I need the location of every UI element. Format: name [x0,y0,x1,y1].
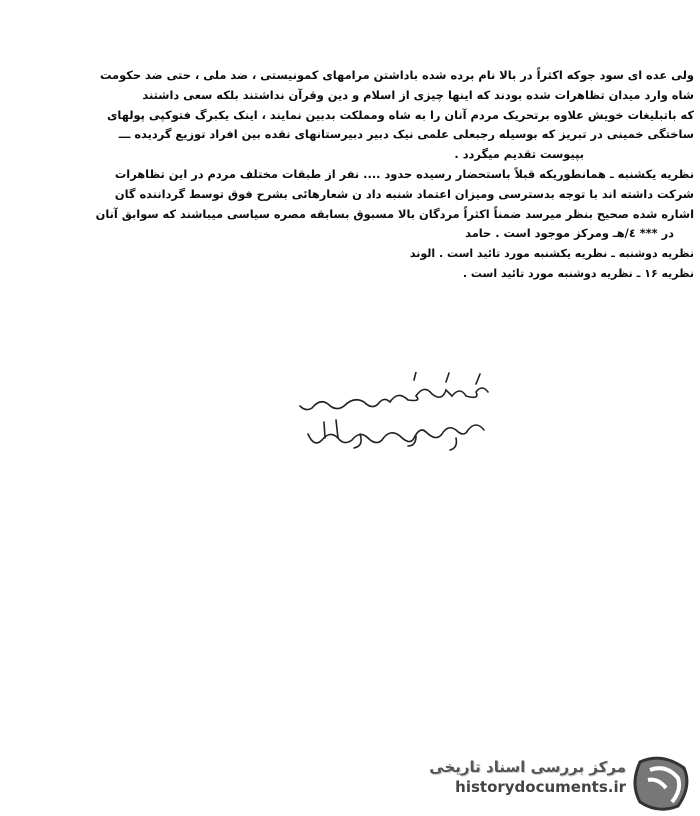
text-line: در *** ٤/هـ ومرکز موجود است . حامد [465,226,674,241]
text-line: ساختگی خمینی در تبریز که بوسیله رجبعلی علمی نیک دبیر دبیرستانهای نقده بین افراد توزیع گردیده ـــ [118,127,694,142]
watermark [408,752,698,812]
text-line: شاه وارد میدان تظاهرات شده بودند که اینها چیزی از اسلام و دین وقرآن نداشتند بلکه سعی داشتند [142,87,694,102]
watermark-url: historydocuments.ir [455,778,626,796]
text-line: نظریه دوشنبه ـ نظریه یکشنبه مورد تائید است . الوند [409,247,694,261]
text-line: نظریه یکشنبه ـ همانطوریکه قبلاً باستحضار رسیده حدود .... نفر از طبقات مختلف مردم در این تظاهرات [114,166,694,181]
text-line: ولی عده ای سود جوکه اکثراً در بالا نام برده شده باداشتن مرامهای کمونیستی ، ضد ملی ، حتی ضد حکومت [100,68,694,82]
text-line: شرکت داشته اند با توجه بدسترسی ومیزان اعتماد شنبه داد ن شعارهائی بشرح فوق توسط گرداننده گان [114,186,694,201]
handwritten-note-image [296,372,496,464]
text-line: که باتبلیغات خویش علاوه برتحریک مردم آنان را به شاه ومملکت بدبین نمایند ، اینک یکبرگ فتوکپی پولهای [106,107,694,122]
watermark-title: مرکز بررسی اسناد تاریخی [429,758,626,776]
text-line: اشاره شده صحیح بنظر میرسد ضمناً اکثراً مردگان بالا مسبوق بسابقه مصره سیاسی میباشند که سوابق آنان [95,206,694,221]
typed-text-block [6,66,694,284]
text-line: نظریه ۱۶ ـ نظریه دوشنبه مورد تائید است . [462,266,694,280]
watermark-text [429,758,626,796]
logo-icon [630,752,694,812]
text-line: بپیوست تقدیم میگردد . [454,147,584,162]
